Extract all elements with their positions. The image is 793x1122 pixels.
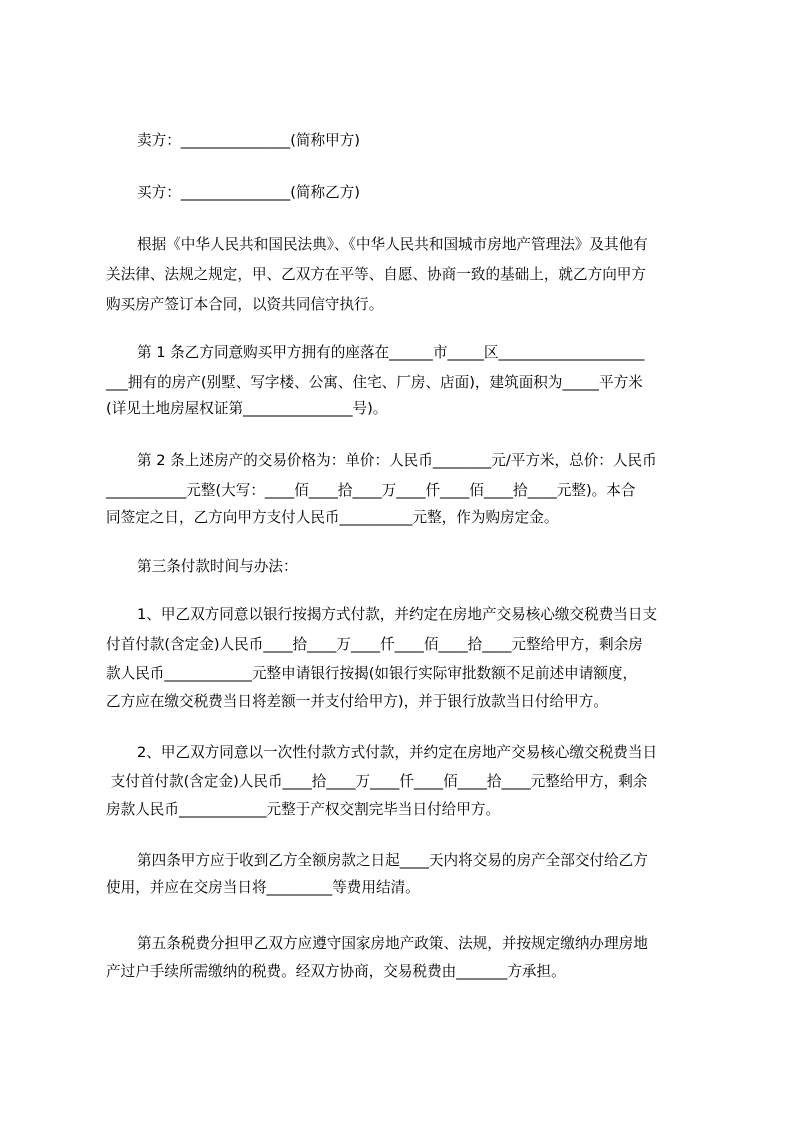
- article-3-item-1-line-1: 1、甲乙双方同意以银行按揭方式付款，并约定在房地产交易核心缴交税费当日支: [137, 606, 658, 623]
- article-4-line-1: 第四条甲方应于收到乙方全额房款之日起____天内将交易的房产全部交付给乙方: [137, 852, 648, 869]
- article-5-line-1: 第五条税费分担甲乙双方应遵守国家房地产政策、法规，并按规定缴纳办理房地: [137, 935, 648, 952]
- article-1-line-3: (详见土地房屋权证第_______________号)。: [106, 400, 388, 417]
- article-2-line-2: ___________元整(大写：____佰____拾____万____仟____佰____拾____元整)。本合: [106, 482, 636, 499]
- article-3-item-2-line-1: 2、甲乙双方同意以一次性付款方式付款，并约定在房地产交易核心缴交税费当日: [137, 744, 658, 761]
- preamble-line-3: 购买房产签订本合同，以资共同信守执行。: [106, 296, 384, 313]
- article-3-item-2-line-3: 房款人民币____________元整于产权交割完毕当日付给甲方。: [106, 801, 501, 818]
- preamble-line-1: 根据《中华人民共和国民法典》、《中华人民共和国城市房地产管理法》及其他有: [137, 236, 648, 253]
- article-3-item-1-line-3: 款人民币____________元整申请银行按揭(如银行实际审批数额不足前述申请额度，: [106, 665, 638, 682]
- article-2-line-3: 同签定之日，乙方向甲方支付人民币__________元整，作为购房定金。: [106, 509, 559, 526]
- article-3-item-1-line-4: 乙方应在缴交税费当日将差额一并支付给甲方)，并于银行放款当日付给甲方。: [106, 693, 608, 710]
- preamble-line-2: 关法律、法规之规定，甲、乙双方在平等、自愿、协商一致的基础上，就乙方向甲方: [106, 266, 646, 283]
- seller-line: 卖方：_______________(简称甲方): [137, 132, 360, 149]
- article-2-line-1: 第 2 条上述房产的交易价格为：单价：人民币________元/平方米，总价：人民币: [137, 452, 657, 469]
- article-4-line-2: 使用，并应在交房当日将_________等费用结清。: [106, 879, 420, 896]
- article-3-item-1-line-2: 付首付款(含定金)人民币____拾____万____仟____佰____拾____元整给甲方，剩余房: [106, 636, 643, 653]
- article-3-heading: 第三条付款时间与办法：: [137, 558, 298, 575]
- article-3-item-2-line-2: 支付首付款(含定金)人民币____拾____万____仟____佰____拾____元整给甲方，剩余: [106, 773, 648, 790]
- article-1-line-1: 第 1 条乙方同意购买甲方拥有的座落在______市_____区____________________: [137, 344, 645, 361]
- article-5-line-2: 产过户手续所需缴纳的税费。经双方协商，交易税费由_______方承担。: [106, 963, 566, 980]
- article-1-line-2: ___拥有的房产(别墅、写字楼、公寓、住宅、厂房、店面)，建筑面积为_____平方米: [106, 374, 643, 391]
- buyer-line: 买方：_______________(简称乙方): [137, 184, 360, 201]
